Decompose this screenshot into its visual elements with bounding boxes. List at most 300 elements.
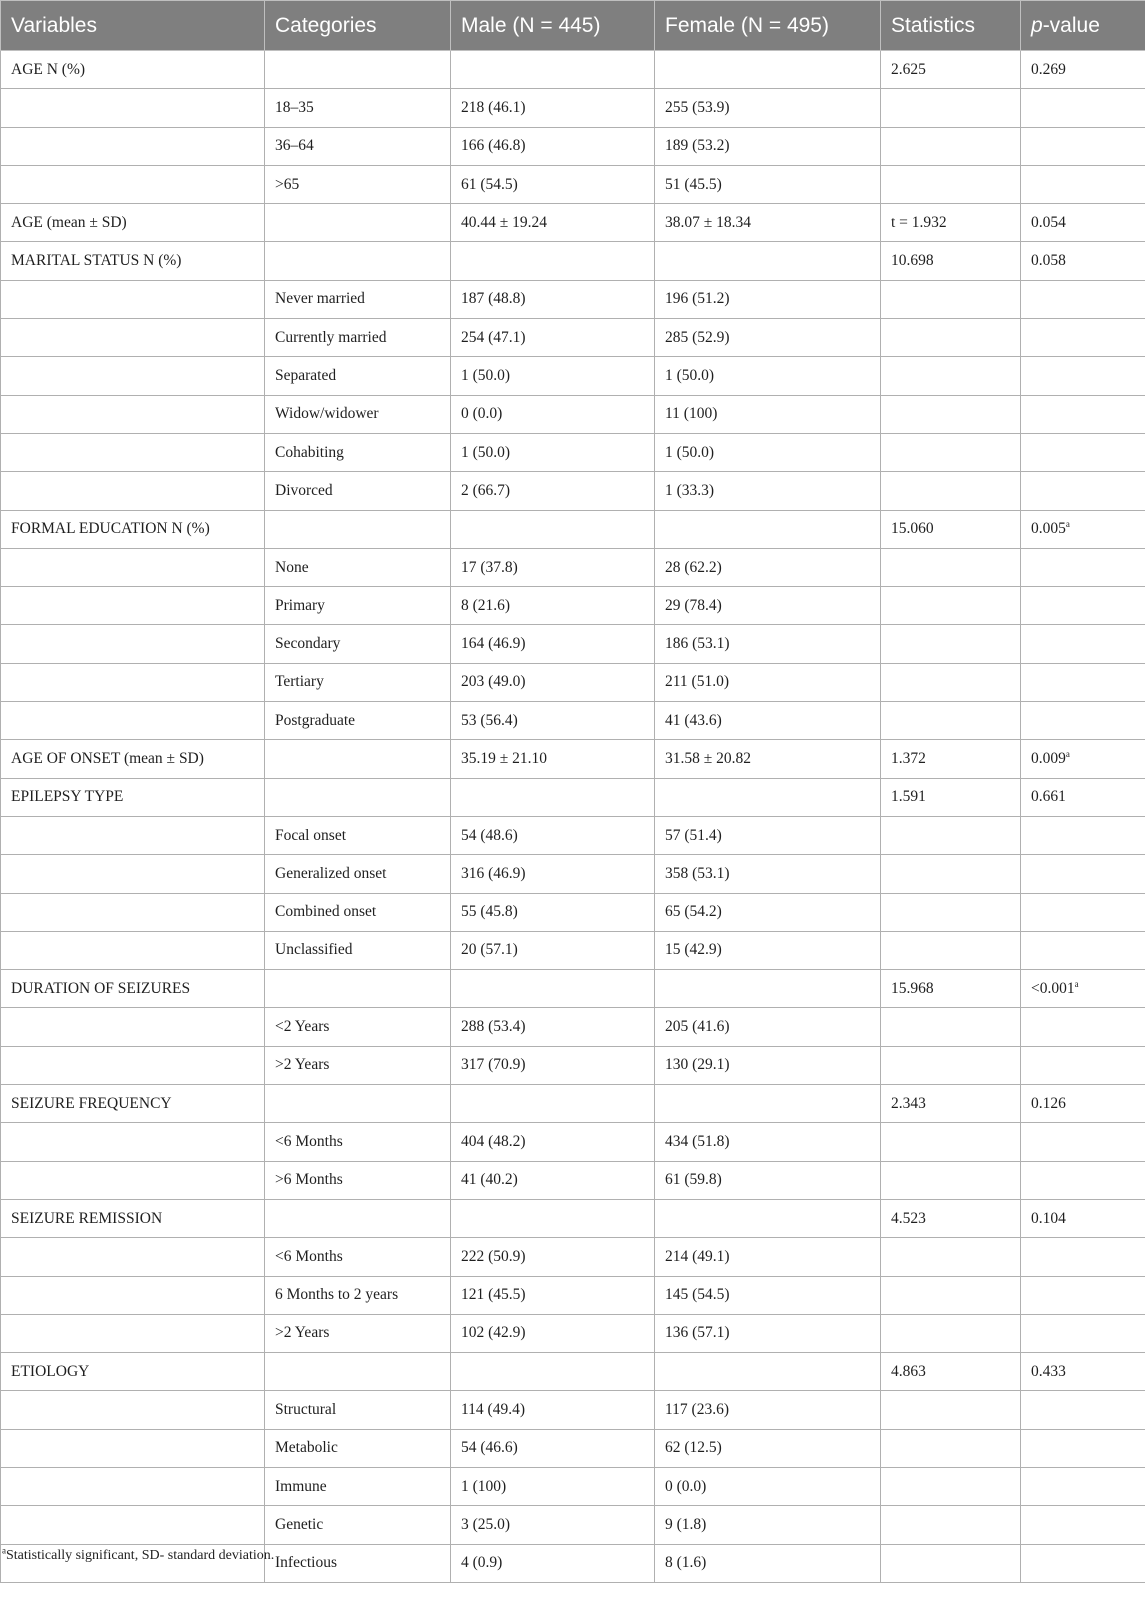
category-cell-text: Combined onset	[275, 903, 377, 921]
variable-cell	[1, 548, 265, 586]
table-row	[1, 127, 1145, 165]
variable-cell	[1, 510, 265, 548]
female-cell	[655, 548, 881, 586]
statistics-cell-text: 1.591	[891, 788, 926, 806]
variable-cell	[1, 702, 265, 740]
female-cell	[655, 625, 881, 663]
p-value-cell-text: 0.433	[1031, 1362, 1066, 1380]
statistics-cell	[881, 1467, 1021, 1505]
female-cell	[655, 855, 881, 893]
male-cell	[451, 1161, 655, 1199]
p-value-cell	[1021, 1353, 1145, 1391]
male-cell	[451, 1046, 655, 1084]
category-cell	[265, 204, 451, 242]
male-cell-text: 288 (53.4)	[461, 1018, 526, 1036]
male-cell	[451, 1506, 655, 1544]
category-cell-text: Postgraduate	[275, 711, 356, 729]
variable-cell	[1, 1276, 265, 1314]
female-cell	[655, 1199, 881, 1237]
variable-cell-text: SEIZURE REMISSION	[11, 1209, 163, 1227]
category-cell	[265, 893, 451, 931]
male-cell	[451, 89, 655, 127]
male-cell	[451, 893, 655, 931]
statistics-cell	[881, 280, 1021, 318]
category-cell	[265, 1353, 451, 1391]
female-cell	[655, 472, 881, 510]
category-cell	[265, 89, 451, 127]
statistics-cell	[881, 1353, 1021, 1391]
variable-cell	[1, 1314, 265, 1352]
table-row	[1, 1467, 1145, 1505]
male-cell	[451, 1467, 655, 1505]
variable-cell-text: MARITAL STATUS N (%)	[11, 252, 182, 270]
p-value-cell	[1021, 931, 1145, 969]
male-cell	[451, 740, 655, 778]
male-cell-text: 61 (54.5)	[461, 175, 518, 193]
variable-cell	[1, 1085, 265, 1123]
category-cell-text: Genetic	[275, 1515, 324, 1533]
female-cell-text: 15 (42.9)	[665, 941, 722, 959]
variable-cell-text: DURATION OF SEIZURES	[11, 979, 191, 997]
category-cell-text: Primary	[275, 596, 325, 614]
p-value-cell	[1021, 816, 1145, 854]
category-cell	[265, 127, 451, 165]
statistics-cell	[881, 1199, 1021, 1237]
statistics-cell	[881, 970, 1021, 1008]
female-cell	[655, 1353, 881, 1391]
male-cell-text: 404 (48.2)	[461, 1132, 526, 1150]
female-cell	[655, 1429, 881, 1467]
female-cell-text: 285 (52.9)	[665, 328, 730, 346]
female-cell-text: 65 (54.2)	[665, 903, 722, 921]
header-p-italic: p	[1031, 13, 1043, 37]
male-cell-text: 54 (48.6)	[461, 826, 518, 844]
category-cell-text: 36–64	[275, 137, 314, 155]
female-cell	[655, 1008, 881, 1046]
p-value-cell	[1021, 1314, 1145, 1352]
table-row	[1, 740, 1145, 778]
variable-cell	[1, 1161, 265, 1199]
statistics-cell	[881, 587, 1021, 625]
category-cell	[265, 51, 451, 89]
statistics-cell-text: 4.523	[891, 1209, 926, 1227]
table-row	[1, 1506, 1145, 1544]
statistics-cell	[881, 89, 1021, 127]
female-cell-text: 214 (49.1)	[665, 1247, 730, 1265]
female-cell-text: 31.58 ± 20.82	[665, 749, 752, 767]
table-row	[1, 1046, 1145, 1084]
female-cell-text: 196 (51.2)	[665, 290, 730, 308]
variable-cell	[1, 357, 265, 395]
male-cell	[451, 1391, 655, 1429]
male-cell	[451, 395, 655, 433]
p-value-cell	[1021, 1238, 1145, 1276]
category-cell	[265, 1276, 451, 1314]
category-cell	[265, 357, 451, 395]
p-value-cell	[1021, 1467, 1145, 1505]
variable-cell	[1, 778, 265, 816]
statistics-cell	[881, 1008, 1021, 1046]
male-cell	[451, 1353, 655, 1391]
category-cell	[265, 1046, 451, 1084]
female-cell-text: 434 (51.8)	[665, 1132, 730, 1150]
category-cell-text: Tertiary	[275, 673, 324, 691]
statistics-cell	[881, 740, 1021, 778]
p-value-cell	[1021, 127, 1145, 165]
statistics-cell	[881, 51, 1021, 89]
statistics-cell	[881, 1238, 1021, 1276]
table-row	[1, 51, 1145, 89]
p-value-cell	[1021, 970, 1145, 1008]
p-value-cell	[1021, 1085, 1145, 1123]
variable-cell	[1, 472, 265, 510]
female-cell	[655, 931, 881, 969]
variable-cell	[1, 89, 265, 127]
female-cell-text: 57 (51.4)	[665, 826, 722, 844]
statistics-cell	[881, 433, 1021, 471]
category-cell	[265, 1429, 451, 1467]
male-cell	[451, 510, 655, 548]
female-cell-text: 9 (1.8)	[665, 1515, 707, 1533]
p-value-cell	[1021, 548, 1145, 586]
table-body	[1, 51, 1145, 1583]
female-cell	[655, 510, 881, 548]
category-cell	[265, 319, 451, 357]
table-row	[1, 1123, 1145, 1161]
male-cell	[451, 51, 655, 89]
table-row	[1, 89, 1145, 127]
p-value-cell	[1021, 740, 1145, 778]
table-row	[1, 1238, 1145, 1276]
p-value-cell	[1021, 702, 1145, 740]
header-row	[1, 1, 1145, 51]
variable-cell	[1, 51, 265, 89]
category-cell-text: >2 Years	[275, 1324, 330, 1342]
variable-cell	[1, 855, 265, 893]
female-cell-text: 255 (53.9)	[665, 98, 730, 116]
male-cell	[451, 472, 655, 510]
table-row	[1, 702, 1145, 740]
male-cell-text: 54 (46.6)	[461, 1439, 518, 1457]
female-cell	[655, 1391, 881, 1429]
male-cell	[451, 357, 655, 395]
female-cell-text: 189 (53.2)	[665, 137, 730, 155]
category-cell	[265, 1506, 451, 1544]
male-cell-text: 222 (50.9)	[461, 1247, 526, 1265]
p-value-cell	[1021, 893, 1145, 931]
p-value-cell	[1021, 89, 1145, 127]
category-cell-text: Never married	[275, 290, 365, 308]
male-cell	[451, 433, 655, 471]
female-cell-text: 211 (51.0)	[665, 673, 729, 691]
female-cell	[655, 587, 881, 625]
female-cell-text: 1 (50.0)	[665, 443, 715, 461]
male-cell	[451, 1429, 655, 1467]
statistics-cell	[881, 242, 1021, 280]
table-row	[1, 1161, 1145, 1199]
male-cell	[451, 165, 655, 203]
p-value-cell	[1021, 1429, 1145, 1467]
female-cell	[655, 702, 881, 740]
male-cell-text: 41 (40.2)	[461, 1171, 518, 1189]
male-cell-text: 254 (47.1)	[461, 328, 526, 346]
statistics-cell-text: 15.060	[891, 520, 934, 538]
p-value-cell-text: <0.001	[1031, 979, 1075, 997]
female-cell	[655, 970, 881, 1008]
female-cell	[655, 204, 881, 242]
p-value-cell	[1021, 778, 1145, 816]
variable-cell	[1, 1238, 265, 1276]
variable-cell	[1, 1008, 265, 1046]
category-cell	[265, 816, 451, 854]
male-cell-text: 218 (46.1)	[461, 98, 526, 116]
statistics-cell	[881, 1276, 1021, 1314]
statistics-cell	[881, 1506, 1021, 1544]
p-value-cell	[1021, 855, 1145, 893]
variable-cell	[1, 625, 265, 663]
variable-cell	[1, 1467, 265, 1505]
p-value-cell-text: 0.104	[1031, 1209, 1066, 1227]
statistics-cell	[881, 663, 1021, 701]
male-cell	[451, 855, 655, 893]
female-cell-text: 0 (0.0)	[665, 1477, 707, 1495]
male-cell	[451, 1008, 655, 1046]
table-row	[1, 280, 1145, 318]
female-cell	[655, 395, 881, 433]
female-cell	[655, 1085, 881, 1123]
male-cell	[451, 702, 655, 740]
male-cell	[451, 587, 655, 625]
p-value-cell	[1021, 242, 1145, 280]
male-cell-text: 102 (42.9)	[461, 1324, 526, 1342]
table-row	[1, 1314, 1145, 1352]
table-header	[1, 1, 1145, 51]
male-cell-text: 4 (0.9)	[461, 1554, 503, 1572]
male-cell	[451, 625, 655, 663]
p-value-cell	[1021, 1161, 1145, 1199]
female-cell	[655, 433, 881, 471]
header-female: Female (N = 495)	[655, 1, 881, 51]
male-cell-text: 121 (45.5)	[461, 1286, 526, 1304]
category-cell	[265, 740, 451, 778]
table-row	[1, 395, 1145, 433]
footnote-text: Statistically significant, SD- standard deviation.	[6, 1548, 275, 1563]
female-cell-text: 38.07 ± 18.34	[665, 213, 752, 231]
male-cell	[451, 816, 655, 854]
statistics-cell	[881, 625, 1021, 663]
male-cell-text: 8 (21.6)	[461, 596, 511, 614]
table-row	[1, 778, 1145, 816]
category-cell-text: >6 Months	[275, 1171, 343, 1189]
statistics-cell	[881, 510, 1021, 548]
female-cell-text: 29 (78.4)	[665, 596, 722, 614]
p-value-cell	[1021, 1506, 1145, 1544]
category-cell-text: <6 Months	[275, 1247, 343, 1265]
statistics-cell	[881, 1429, 1021, 1467]
variable-cell-text: EPILEPSY TYPE	[11, 788, 124, 806]
female-cell	[655, 893, 881, 931]
statistics-cell	[881, 855, 1021, 893]
p-value-cell	[1021, 663, 1145, 701]
table-row	[1, 587, 1145, 625]
category-cell-text: Widow/widower	[275, 405, 379, 423]
table-row	[1, 319, 1145, 357]
variable-cell-text: FORMAL EDUCATION N (%)	[11, 520, 210, 538]
table-row	[1, 816, 1145, 854]
variable-cell	[1, 204, 265, 242]
statistics-cell	[881, 319, 1021, 357]
statistics-cell-text: t = 1.932	[891, 213, 947, 231]
p-value-cell	[1021, 510, 1145, 548]
male-cell-text: 316 (46.9)	[461, 864, 526, 882]
male-cell-text: 187 (48.8)	[461, 290, 526, 308]
category-cell-text: Unclassified	[275, 941, 353, 959]
female-cell	[655, 1276, 881, 1314]
male-cell	[451, 548, 655, 586]
female-cell-text: 1 (50.0)	[665, 367, 715, 385]
p-value-cell-text: 0.054	[1031, 213, 1066, 231]
table-row	[1, 1391, 1145, 1429]
female-cell	[655, 663, 881, 701]
male-cell	[451, 242, 655, 280]
statistics-cell-text: 2.343	[891, 1094, 926, 1112]
female-cell	[655, 280, 881, 318]
category-cell-text: Currently married	[275, 328, 387, 346]
p-value-cell	[1021, 280, 1145, 318]
p-value-cell	[1021, 1199, 1145, 1237]
category-cell-text: Metabolic	[275, 1439, 338, 1457]
table-row	[1, 204, 1145, 242]
variable-cell	[1, 242, 265, 280]
category-cell	[265, 855, 451, 893]
p-value-cell	[1021, 1276, 1145, 1314]
female-cell	[655, 1314, 881, 1352]
table-row	[1, 1199, 1145, 1237]
significance-marker: a	[1065, 519, 1070, 530]
category-cell	[265, 702, 451, 740]
male-cell	[451, 931, 655, 969]
male-cell	[451, 778, 655, 816]
male-cell	[451, 1276, 655, 1314]
variable-cell-text: AGE (mean ± SD)	[11, 213, 127, 231]
table-row	[1, 855, 1145, 893]
p-value-cell-text: 0.009	[1031, 749, 1066, 767]
statistics-cell	[881, 472, 1021, 510]
p-value-cell	[1021, 433, 1145, 471]
category-cell	[265, 433, 451, 471]
table-footnote	[2, 1545, 275, 1564]
category-cell-text: Immune	[275, 1477, 327, 1495]
male-cell-text: 166 (46.8)	[461, 137, 526, 155]
category-cell-text: >65	[275, 175, 300, 193]
male-cell	[451, 1314, 655, 1352]
table-row	[1, 893, 1145, 931]
male-cell	[451, 1544, 655, 1582]
male-cell-text: 317 (70.9)	[461, 1056, 526, 1074]
variable-cell-text: AGE OF ONSET (mean ± SD)	[11, 749, 204, 767]
female-cell	[655, 1506, 881, 1544]
statistics-cell	[881, 1314, 1021, 1352]
male-cell	[451, 127, 655, 165]
category-cell	[265, 587, 451, 625]
variable-cell	[1, 1123, 265, 1161]
category-cell	[265, 778, 451, 816]
table-row	[1, 1276, 1145, 1314]
p-value-cell	[1021, 1391, 1145, 1429]
female-cell-text: 62 (12.5)	[665, 1439, 722, 1457]
female-cell	[655, 740, 881, 778]
category-cell	[265, 1161, 451, 1199]
variable-cell	[1, 931, 265, 969]
header-p-value	[1021, 1, 1145, 51]
variable-cell	[1, 816, 265, 854]
header-categories: Categories	[265, 1, 451, 51]
p-value-cell	[1021, 51, 1145, 89]
category-cell	[265, 970, 451, 1008]
category-cell-text: Divorced	[275, 481, 333, 499]
header-male: Male (N = 445)	[451, 1, 655, 51]
statistics-cell	[881, 1046, 1021, 1084]
category-cell	[265, 510, 451, 548]
male-cell	[451, 1085, 655, 1123]
female-cell	[655, 51, 881, 89]
category-cell-text: Structural	[275, 1401, 337, 1419]
table-row	[1, 663, 1145, 701]
category-cell-text: <6 Months	[275, 1132, 343, 1150]
variable-cell	[1, 433, 265, 471]
p-value-cell	[1021, 395, 1145, 433]
category-cell	[265, 1391, 451, 1429]
male-cell-text: 1 (50.0)	[461, 443, 511, 461]
significance-marker: a	[1065, 748, 1070, 759]
statistics-cell-text: 10.698	[891, 252, 934, 270]
p-value-cell	[1021, 204, 1145, 242]
category-cell-text: Infectious	[275, 1554, 337, 1572]
statistics-cell	[881, 702, 1021, 740]
variable-cell-text: AGE N (%)	[11, 60, 86, 78]
female-cell-text: 11 (100)	[665, 405, 718, 423]
category-cell-text: None	[275, 558, 309, 576]
statistics-cell	[881, 548, 1021, 586]
category-cell	[265, 1123, 451, 1161]
category-cell	[265, 242, 451, 280]
variable-cell	[1, 1046, 265, 1084]
category-cell	[265, 472, 451, 510]
p-value-cell	[1021, 1008, 1145, 1046]
female-cell	[655, 127, 881, 165]
male-cell-text: 2 (66.7)	[461, 481, 511, 499]
p-value-cell-text: 0.058	[1031, 252, 1066, 270]
p-value-cell	[1021, 165, 1145, 203]
variable-cell	[1, 663, 265, 701]
p-value-cell-text: 0.269	[1031, 60, 1066, 78]
female-cell	[655, 165, 881, 203]
significance-marker: a	[1074, 978, 1079, 989]
male-cell	[451, 204, 655, 242]
table-row	[1, 1353, 1145, 1391]
p-value-cell-text: 0.661	[1031, 788, 1066, 806]
variable-cell-text: ETIOLOGY	[11, 1362, 90, 1380]
male-cell	[451, 1199, 655, 1237]
statistics-cell	[881, 204, 1021, 242]
header-statistics: Statistics	[881, 1, 1021, 51]
female-cell-text: 28 (62.2)	[665, 558, 722, 576]
male-cell	[451, 663, 655, 701]
table-row	[1, 931, 1145, 969]
variable-cell	[1, 1429, 265, 1467]
category-cell	[265, 1238, 451, 1276]
variable-cell	[1, 740, 265, 778]
